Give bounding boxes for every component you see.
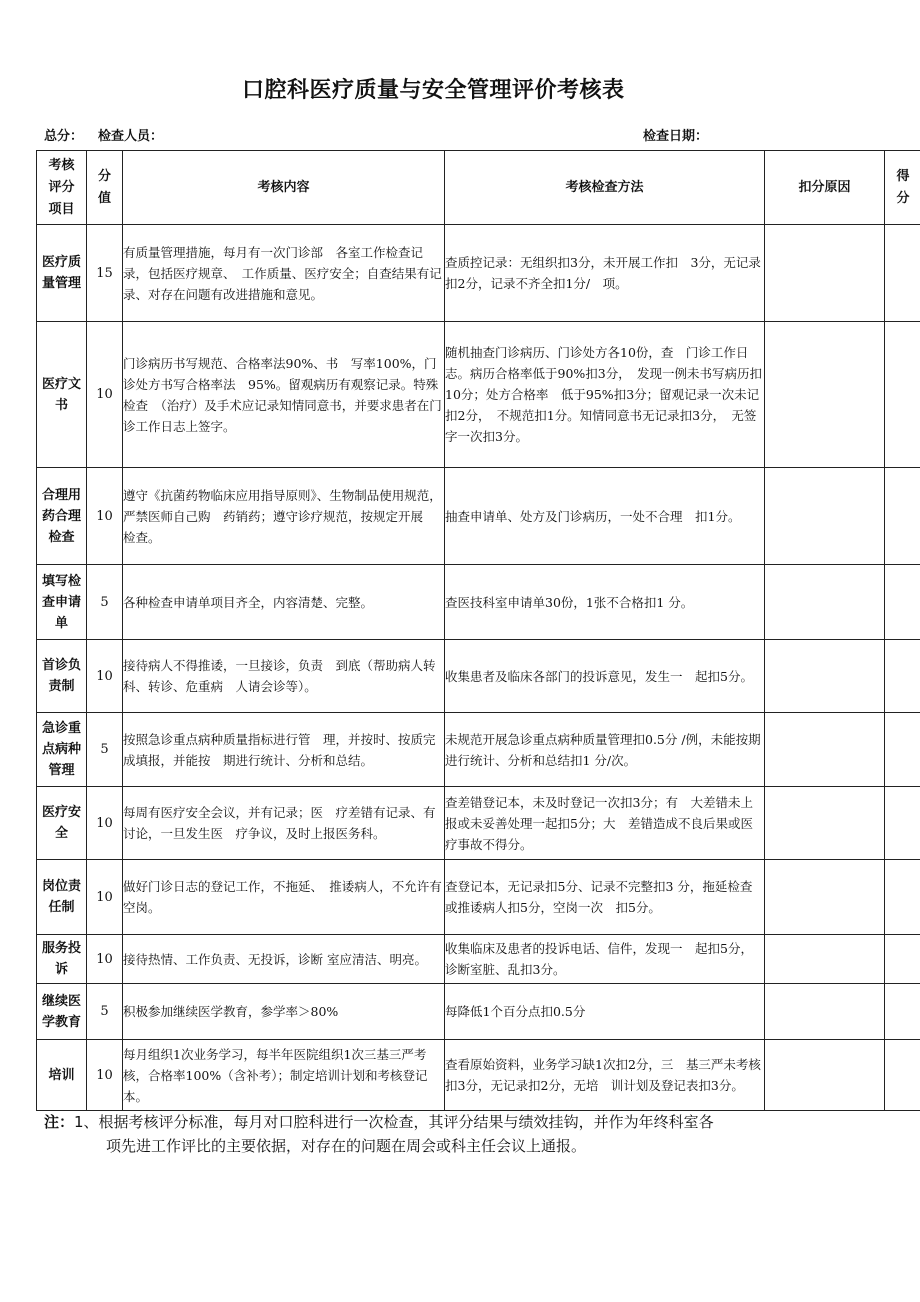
row-deduction-cell[interactable] — [765, 984, 885, 1040]
header-method: 考核检查方法 — [445, 151, 765, 225]
row-obtained-cell[interactable] — [885, 787, 920, 860]
header-obtained: 得分 — [885, 151, 920, 225]
table-row — [37, 984, 920, 1040]
row-content: 接待病人不得推诿，一旦接诊，负责 到底（帮助病人转科、转诊、危重病 人请会诊等）。 — [123, 640, 445, 713]
row-item: 合理用药合理检查 — [37, 468, 87, 565]
row-score: 10 — [87, 322, 123, 468]
row-score: 10 — [87, 860, 123, 935]
row-obtained-cell[interactable] — [885, 935, 920, 984]
row-method: 随机抽查门诊病历、门诊处方各10份，查 门诊工作日志。病历合格率低于90%扣3分， 发现一例未书写病历扣10分；处方合格率 低于95%扣3分；留观记录一次未记扣2分， 不规范扣1分。知情同意书无记录扣3分， 无签字一次扣3分。 — [445, 322, 765, 468]
row-item: 培训 — [37, 1040, 87, 1111]
table-row — [37, 565, 920, 640]
header-deduction: 扣分原因 — [765, 151, 885, 225]
row-score: 10 — [87, 640, 123, 713]
row-item: 医疗文书 — [37, 322, 87, 468]
row-deduction-cell[interactable] — [765, 787, 885, 860]
row-method: 查医技科室申请单30份，1张不合格扣1 分。 — [445, 565, 765, 640]
header-score: 分值 — [87, 151, 123, 225]
row-obtained-cell[interactable] — [885, 1040, 920, 1111]
footnote — [44, 1110, 884, 1158]
table-row — [37, 935, 920, 984]
row-method: 查登记本，无记录扣5分、记录不完整扣3 分，拖延检查或推诿病人扣5分，空岗一次 扣5分。 — [445, 860, 765, 935]
row-deduction-cell[interactable] — [765, 935, 885, 984]
row-content: 有质量管理措施，每月有一次门诊部 各室工作检查记录，包括医疗规章、 工作质量、医疗安全；自查结果有记 录、对存在问题有改进措施和意见。 — [123, 225, 445, 322]
row-content: 各种检查申请单项目齐全，内容清楚、完整。 — [123, 565, 445, 640]
row-obtained-cell[interactable] — [885, 322, 920, 468]
table-row — [37, 225, 920, 322]
row-score: 10 — [87, 935, 123, 984]
page-title: 口腔科医疗质量与安全管理评价考核表 — [242, 78, 625, 103]
row-score: 10 — [87, 1040, 123, 1111]
row-item: 继续医学教育 — [37, 984, 87, 1040]
footnote-text-1: 1、根据考核评分标准，每月对口腔科进行一次检查，其评分结果与绩效挂钩，并作为年终科室各 — [74, 1113, 714, 1131]
row-method: 查差错登记本，未及时登记一次扣3分；有 大差错未上报或未妥善处理一起扣5分；大 差错造成不良后果或医疗事故不得分。 — [445, 787, 765, 860]
footnote-label: 注： — [44, 1113, 75, 1131]
row-item: 服务投诉 — [37, 935, 87, 984]
footnote-line-2: 项先进工作评比的主要依据，对存在的问题在周会或科主任会议上通报。 — [106, 1137, 587, 1155]
row-content: 按照急诊重点病种质量指标进行管 理，并按时、按质完成填报，并能按 期进行统计、分析和总结。 — [123, 713, 445, 787]
row-obtained-cell[interactable] — [885, 640, 920, 713]
row-score: 15 — [87, 225, 123, 322]
row-item: 岗位责任制 — [37, 860, 87, 935]
table-row — [37, 640, 920, 713]
header-content: 考核内容 — [123, 151, 445, 225]
row-method: 查看原始资料，业务学习缺1次扣2分，三 基三严未考核扣3分，无记录扣2分，无培 训计划及登记表扣3分。 — [445, 1040, 765, 1111]
row-item: 急诊重点病种管理 — [37, 713, 87, 787]
table-row — [37, 787, 920, 860]
row-score: 5 — [87, 984, 123, 1040]
total-score-label: 总分： — [44, 129, 84, 144]
row-content: 门诊病历书写规范、合格率法90%、书 写率100%，门诊处方书写合格率法 95%。留观病历有观察记录。特殊检查 （治疗）及手术应记录知情同意书，并要求患者在门诊工作日志上签字。 — [123, 322, 445, 468]
row-obtained-cell[interactable] — [885, 984, 920, 1040]
row-content: 接待热情、工作负责、无投诉，诊断 室应清洁、明亮。 — [123, 935, 445, 984]
inspector-label: 检查人员： — [98, 129, 164, 144]
row-content: 每月组织1次业务学习，每半年医院组织1次三基三严考核，合格率100%（含补考）；制定培训计划和考核登记本。 — [123, 1040, 445, 1111]
table-row — [37, 860, 920, 935]
footnote-line-1 — [44, 1110, 884, 1134]
table-row — [37, 468, 920, 565]
row-method: 收集患者及临床各部门的投诉意见，发生一 起扣5分。 — [445, 640, 765, 713]
table-row — [37, 713, 920, 787]
row-method: 收集临床及患者的投诉电话、信件，发现一 起扣5分，诊断室脏、乱扣3分。 — [445, 935, 765, 984]
row-score: 10 — [87, 787, 123, 860]
row-item: 医疗质量管理 — [37, 225, 87, 322]
row-item: 医疗安全 — [37, 787, 87, 860]
row-method: 抽查申请单、处方及门诊病历，一处不合理 扣1分。 — [445, 468, 765, 565]
row-content: 做好门诊日志的登记工作，不拖延、 推诿病人，不允许有空岗。 — [123, 860, 445, 935]
table-row — [37, 1040, 920, 1111]
row-deduction-cell[interactable] — [765, 468, 885, 565]
row-item: 首诊负责制 — [37, 640, 87, 713]
row-deduction-cell[interactable] — [765, 1040, 885, 1111]
inspection-date-label: 检查日期： — [643, 129, 709, 144]
table-row — [37, 322, 920, 468]
row-method: 未规范开展急诊重点病种质量管理扣0.5分 /例，未能按期进行统计、分析和总结扣1 分/次。 — [445, 713, 765, 787]
row-obtained-cell[interactable] — [885, 860, 920, 935]
row-method: 每降低1个百分点扣0.5分 — [445, 984, 765, 1040]
row-item: 填写检查申请单 — [37, 565, 87, 640]
row-deduction-cell[interactable] — [765, 565, 885, 640]
row-score: 5 — [87, 713, 123, 787]
row-deduction-cell[interactable] — [765, 640, 885, 713]
row-content: 遵守《抗菌药物临床应用指导原则》、生物制品使用规范，严禁医师自己购 药销药；遵守诊疗规范，按规定开展 检查。 — [123, 468, 445, 565]
header-item: 考核评分项目 — [37, 151, 87, 225]
row-content: 积极参加继续医学教育，参学率＞80% — [123, 984, 445, 1040]
row-score: 10 — [87, 468, 123, 565]
row-obtained-cell[interactable] — [885, 468, 920, 565]
row-deduction-cell[interactable] — [765, 225, 885, 322]
row-content: 每周有医疗安全会议，并有记录；医 疗差错有记录、有讨论，一旦发生医 疗争议，及时上报医务科。 — [123, 787, 445, 860]
row-method: 查质控记录：无组织扣3分，未开展工作扣 3分，无记录扣2分，记录不齐全扣1分/ 项。 — [445, 225, 765, 322]
row-obtained-cell[interactable] — [885, 565, 920, 640]
row-score: 5 — [87, 565, 123, 640]
row-obtained-cell[interactable] — [885, 225, 920, 322]
header-row — [37, 151, 920, 225]
row-obtained-cell[interactable] — [885, 713, 920, 787]
evaluation-table — [36, 150, 920, 1111]
row-deduction-cell[interactable] — [765, 860, 885, 935]
row-deduction-cell[interactable] — [765, 713, 885, 787]
row-deduction-cell[interactable] — [765, 322, 885, 468]
